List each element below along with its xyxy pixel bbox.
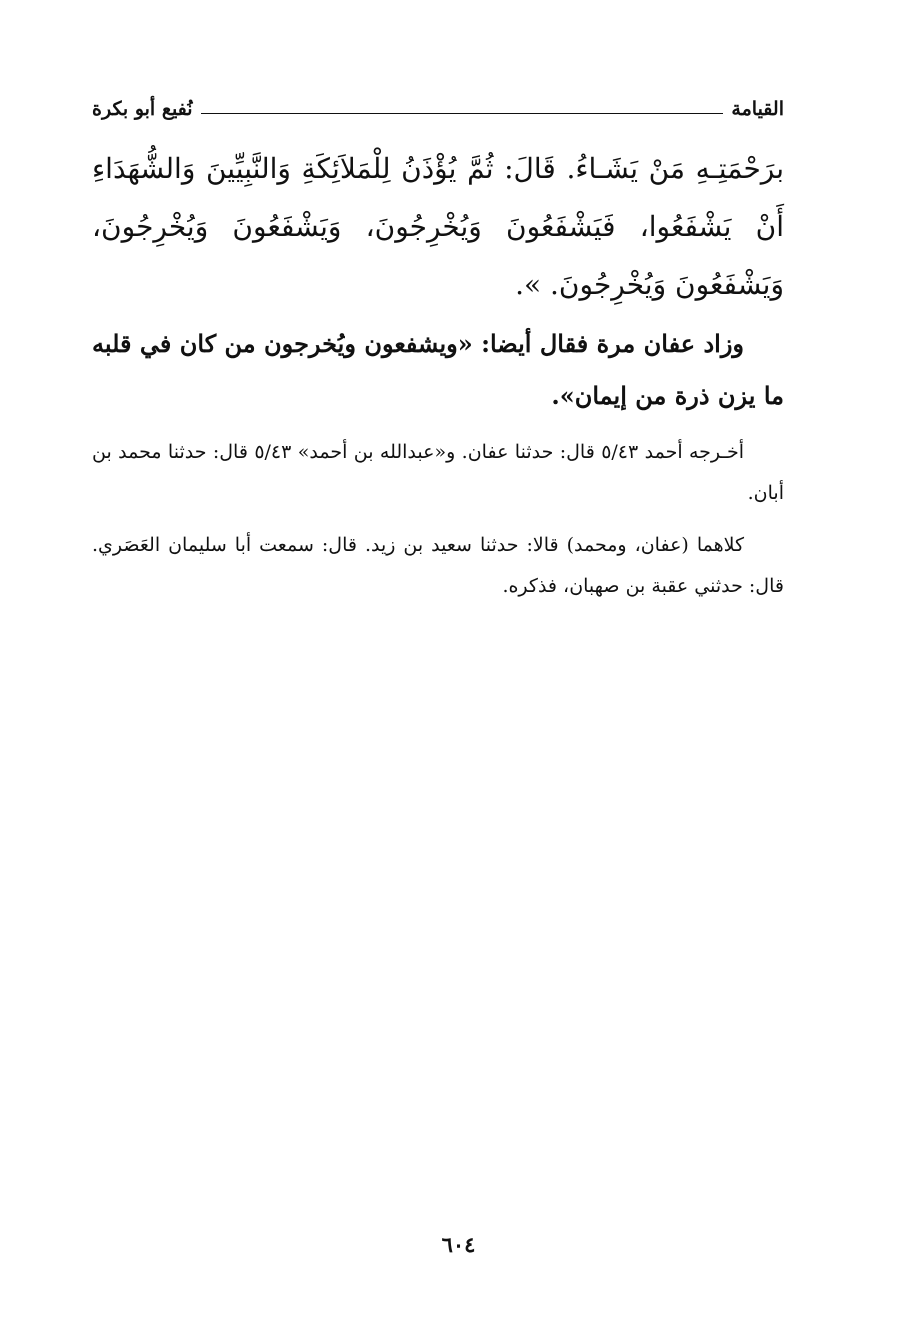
hadith-text: برَحْمَتِـهِ مَنْ يَشَـاءُ. قَالَ: ثُمَّ يُؤْذَنُ لِلْمَلاَئِكَةِ وَالنَّبِيِّينَ وَالشُّهَدَاءِ أَنْ يَشْفَعُوا، فَيَشْفَعُونَ وَيُخْرِجُونَ، وَيَشْفَعُونَ وَيُخْرِجُونَ، وَيَشْفَعُونَ وَيُخْرِجُونَ. ».: [92, 152, 784, 301]
header-rule: [201, 113, 724, 114]
takhrij-paragraph-1: أخـرجه أحمد ٥/٤٣ قال: حدثنا عفان. و«عبدالله بن أحمد» ٥/٤٣ قال: حدثنا محمد بن أبان.: [92, 441, 784, 504]
running-header: [92, 94, 784, 124]
page-number: ٦٠٤: [441, 1232, 476, 1257]
narration-paragraph: وزاد عفان مرة فقال أيضا: «ويشفعون ويُخرجون من كان في قلبه ما يزن ذرة من إيمان».: [92, 329, 784, 410]
chapter-title: القيامة: [731, 98, 784, 120]
narrator-name: نُفيع أبو بكرة: [92, 98, 193, 120]
takhrij-paragraph-2: كلاهما (عفان، ومحمد) قالا: حدثنا سعيد بن زيد. قال: سمعت أبا سليمان العَصَري. قال: حدثني عقبة بن صهبان، فذكره.: [92, 534, 784, 597]
